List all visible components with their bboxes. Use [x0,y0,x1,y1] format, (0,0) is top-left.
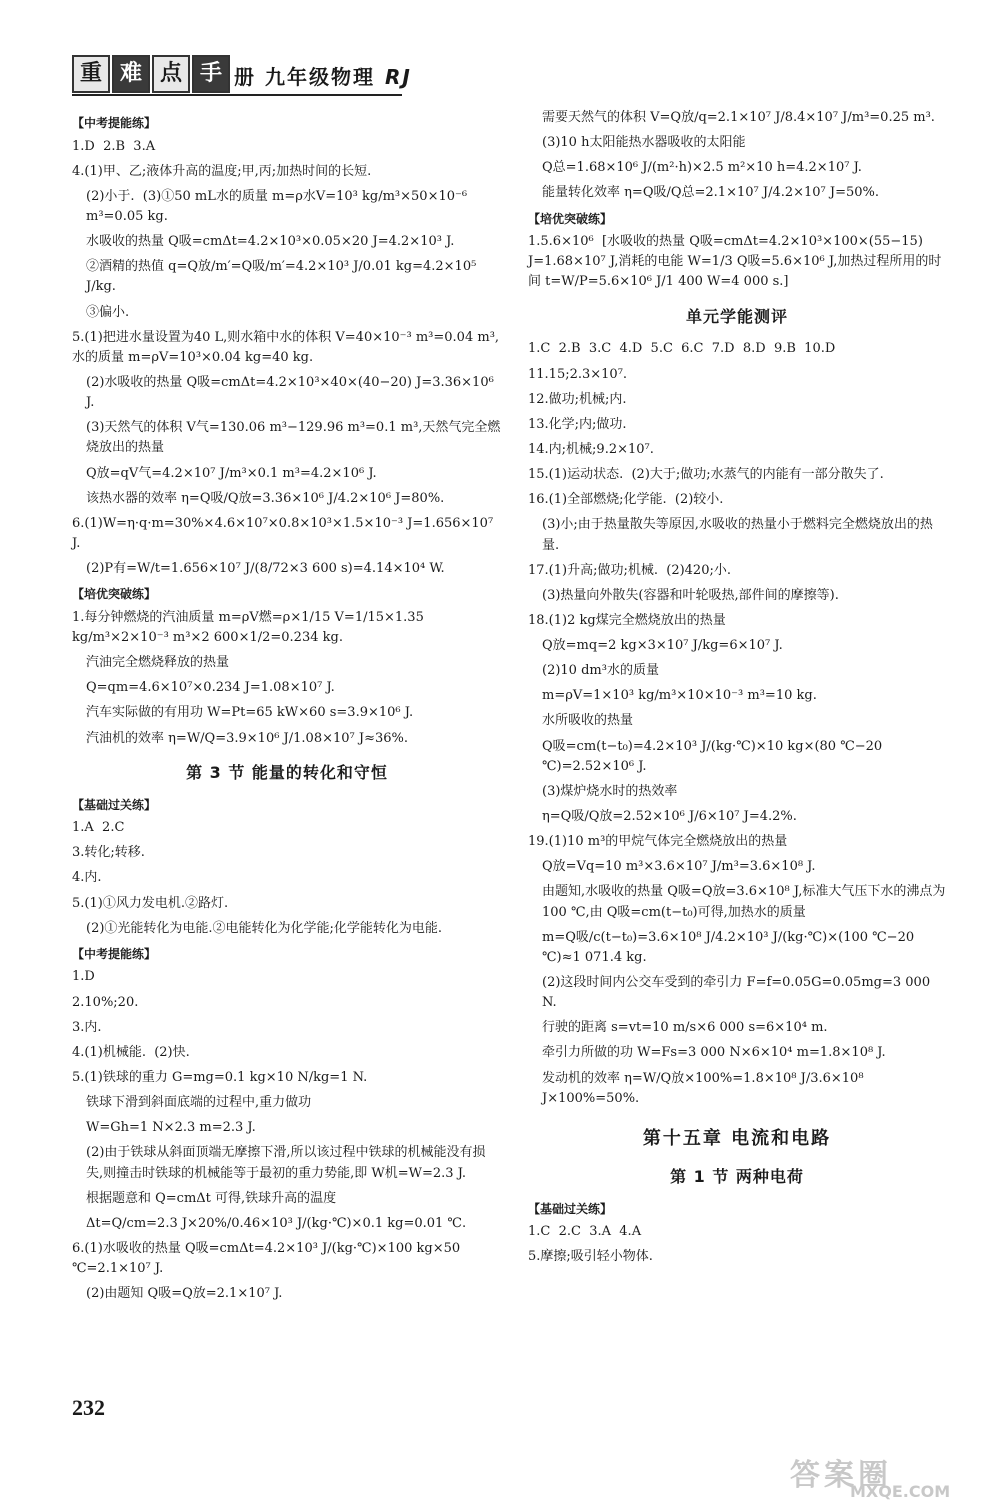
answer-line: 1.5.6×10⁶ [水吸收的热量 Q吸=cmΔt=4.2×10³×100×(55−15) J=1.68×10⁷ J,消耗的电能 W=1/3 Q吸=5.6×10⁶ J,加热过程所用的时间 t=W/P=5.6×10⁶ J/1 400 W=4 000 s.] [528,234,942,290]
answer-line: Q放=Vq=10 m³×3.6×10⁷ J/m³=3.6×10⁸ J. [542,859,816,875]
answer-line: Q放=mq=2 kg×3×10⁷ J/kg=6×10⁷ J. [542,638,783,654]
answer-line: (3)热量向外散失(容器和叶轮吸热,部件间的摩擦等). [542,587,839,603]
answer-line: 行驶的距离 s=vt=10 m/s×6 000 s=6×10⁴ m. [542,1020,828,1036]
answer-line: (3)煤炉烧水时的热效率 [542,783,678,799]
answer-line: (2)10 dm³水的质量 [542,663,659,679]
answer-line: 1.D 2.B 3.A [72,138,156,154]
answer-line: 18.(1)2 kg煤完全燃烧放出的热量 [528,612,726,628]
answer-line: 1.C 2.B 3.C 4.D 5.C 6.C 7.D 8.D 9.B 10.D [528,341,836,357]
answer-block [72,137,502,580]
answer-line: W=Gh=1 N×2.3 m=2.3 J. [86,1120,256,1136]
answer-block [72,608,502,749]
right-column [528,108,946,1272]
answer-line: ②酒精的热值 q=Q放/m′=Q吸/m′=4.2×10³ J/0.01 kg=4.2×10⁵ J/kg. [86,259,481,295]
answer-line: 3.转化;转移. [72,845,145,861]
answer-line: 由题知,水吸收的热量 Q吸=Q放=3.6×10⁸ J,标准大气压下水的沸点为100 ℃,由 Q吸=cm(t−t₀)可得,加热水的质量 [542,884,946,920]
section-title: 第 3 节 能量的转化和守恒 [186,762,388,782]
answer-line: 4.(1)机械能. (2)快. [72,1044,190,1060]
answer-line: 该热水器的效率 η=Q吸/Q放=3.36×10⁶ J/4.2×10⁶ J=80%. [86,490,445,506]
answer-block [528,339,946,1109]
brand-char-2: 难 [112,55,150,93]
answer-line: 6.(1)水吸收的热量 Q吸=cmΔt=4.2×10³ J/(kg·℃)×100 kg×50 ℃=2.1×10⁷ J. [72,1240,465,1277]
brand-char-5: 册 [234,65,256,89]
answer-line: ③偏小. [86,304,130,320]
watermark-logo [790,1450,990,1500]
answer-line: 5.摩擦;吸引轻小物体. [528,1249,653,1265]
section-label: 【中考提能练】 [72,946,157,961]
answer-line: 根据题意和 Q=cmΔt 可得,铁球升高的温度 [86,1190,337,1206]
answer-line: m=ρV=1×10³ kg/m³×10×10⁻³ m³=10 kg. [542,688,817,704]
brand-char-4: 手 [192,55,230,93]
section-title: 单元学能测评 [685,306,788,326]
answer-line: (2)①光能转化为电能.②电能转化为化学能;化学能转化为电能. [86,920,443,936]
answer-line: 4.(1)甲、乙;液体升高的温度;甲,丙;加热时间的长短. [72,163,372,179]
answer-block [528,1222,946,1267]
answer-block [72,967,502,1304]
answer-line: 需要天然气的体积 V=Q放/q=2.1×10⁷ J/8.4×10⁷ J/m³=0.25 m³. [542,110,935,125]
section-label: 【中考提能练】 [72,116,157,130]
answer-line: 11.15;2.3×10⁷. [528,366,628,382]
answer-line: (2)小于. (3)①50 mL水的质量 m=ρ水V=10³ kg/m³×50×10⁻⁶ m³=0.05 kg. [86,188,472,225]
answer-line: 5.(1)铁球的重力 G=mg=0.1 kg×10 N/kg=1 N. [72,1069,368,1085]
watermark-url: MXQE.COM [850,1482,951,1501]
answer-block [528,108,946,204]
header-divider [72,94,402,96]
answer-line: 发动机的效率 η=W/Q放×100%=1.8×10⁸ J/3.6×10⁸ J×100%=50%. [542,1070,868,1106]
answer-line: 3.内. [72,1019,102,1035]
section-label: 【基础过关练】 [528,1201,613,1216]
answer-line: (2)由题知 Q吸=Q放=2.1×10⁷ J. [86,1286,283,1302]
section-title: 第 1 节 两种电荷 [670,1166,804,1186]
answer-line: 4.内. [72,870,102,886]
answer-line: 汽车实际做的有用功 W=Pt=65 kW×60 s=3.9×10⁶ J. [86,705,414,721]
answer-line: 1.A 2.C [72,820,125,836]
answer-line: 14.内;机械;9.2×10⁷. [528,441,654,457]
header-subject [234,61,412,90]
answer-line: 水吸收的热量 Q吸=cmΔt=4.2×10³×0.05×20 J=4.2×10³ J. [86,234,455,250]
page-number: 232 [72,1395,105,1420]
answer-line: 汽油完全燃烧释放的热量 [86,655,230,671]
answer-line: 1.每分钟燃烧的汽油质量 m=ρV燃=ρ×1/15 V=1/15×1.35 kg/m³×2×10⁻³ m³×2 600×1/2=0.234 kg. [72,609,428,645]
answer-line: η=Q吸/Q放=2.52×10⁶ J/6×10⁷ J=4.2%. [542,809,797,825]
chapter-title: 第十五章 电流和电路 [642,1127,832,1149]
answer-line: (3)小;由于热量散失等原因,水吸收的热量小于燃料完全燃烧放出的热量. [542,517,933,553]
answer-line: (3)天然气的体积 V气=130.06 m³−129.96 m³=0.1 m³,天然气完全燃烧放出的热量 [86,420,501,456]
edition-label: RJ [384,65,412,89]
answer-line: Q总=1.68×10⁶ J/(m²·h)×2.5 m²×10 h=4.2×10⁷ J. [542,160,862,176]
answer-line: 17.(1)升高;做功;机械. (2)420;小. [528,562,731,578]
answer-line: Q=qm=4.6×10⁷×0.234 J=1.08×10⁷ J. [86,680,335,696]
watermark-text: 答案圈 [790,1458,892,1493]
answer-line: (2)这段时间内公交车受到的牵引力 F=f=0.05G=0.05mg=3 000 N. [542,975,935,1011]
answer-block [72,818,502,939]
answer-line: Q吸=cm(t−t₀)=4.2×10³ J/(kg·℃)×10 kg×(80 ℃−20 ℃)=2.52×10⁶ J. [542,738,887,774]
section-label: 【基础过关练】 [72,797,157,812]
answer-line: 2.10%;20. [72,994,139,1010]
left-column [72,108,502,1309]
answer-line: m=Q吸/c(t−t₀)=3.6×10⁸ J/4.2×10³ J/(kg·℃)×(100 ℃−20 ℃)≈1 071.4 kg. [542,929,919,965]
answer-line: 5.(1)①风力发电机.②路灯. [72,895,229,911]
answer-line: 12.做功;机械;内. [528,391,627,407]
answer-line: (2)水吸收的热量 Q吸=cmΔt=4.2×10³×40×(40−20) J=3.36×10⁶ J. [86,375,498,411]
answer-line: 16.(1)全部燃烧;化学能. (2)较小. [528,492,724,508]
answer-line: 6.(1)W=η·q·m=30%×4.6×10⁷×0.8×10³×1.5×10⁻³ J=1.656×10⁷ J. [72,515,498,551]
section-label: 【培优突破练】 [72,587,157,602]
answer-line: 能量转化效率 η=Q吸/Q总=2.1×10⁷ J/4.2×10⁷ J=50%. [542,185,880,201]
answer-line: 1.D [72,969,95,985]
section-label: 【培优突破练】 [528,211,613,226]
answer-line: (2)P有=W/t=1.656×10⁷ J/(8/72×3 600 s)=4.14×10⁴ W. [86,561,445,577]
answer-line: 水所吸收的热量 [542,713,634,729]
answer-line: 5.(1)把进水量设置为40 L,则水箱中水的体积 V=40×10⁻³ m³=0.04 m³,水的质量 m=ρV=10³×0.04 kg=40 kg. [72,329,500,365]
answer-line: (3)10 h太阳能热水器吸收的太阳能 [542,135,746,151]
answer-line: (2)由于铁球从斜面顶端无摩擦下滑,所以该过程中铁球的机械能没有损失,则撞击时铁球的机械能等于最初的重力势能,即 W机=W=2.3 J. [86,1145,486,1181]
subject-text: 九年级物理 [264,65,375,89]
answer-line: 19.(1)10 m³的甲烷气体完全燃烧放出的热量 [528,834,788,850]
answer-line: 15.(1)运动状态. (2)大于;做功;水蒸气的内能有一部分散失了. [528,467,884,483]
answer-line: Q放=qV气=4.2×10⁷ J/m³×0.1 m³=4.2×10⁶ J. [86,465,377,481]
answer-line: Δt=Q/cm=2.3 J×20%/0.46×10³ J/(kg·℃)×0.1 kg=0.01 ℃. [86,1215,467,1231]
answer-line: 汽油机的效率 η=W/Q=3.9×10⁶ J/1.08×10⁷ J≈36%. [86,730,409,746]
answer-block [528,232,946,292]
book-header [72,55,412,95]
answer-line: 13.化学;内;做功. [528,416,627,432]
answer-line: 铁球下滑到斜面底端的过程中,重力做功 [86,1095,312,1111]
answer-line: 牵引力所做的功 W=Fs=3 000 N×6×10⁴ m=1.8×10⁸ J. [542,1045,886,1061]
brand-char-1: 重 [72,55,110,93]
answer-line: 1.C 2.C 3.A 4.A [528,1224,642,1240]
brand-char-3: 点 [152,55,190,93]
